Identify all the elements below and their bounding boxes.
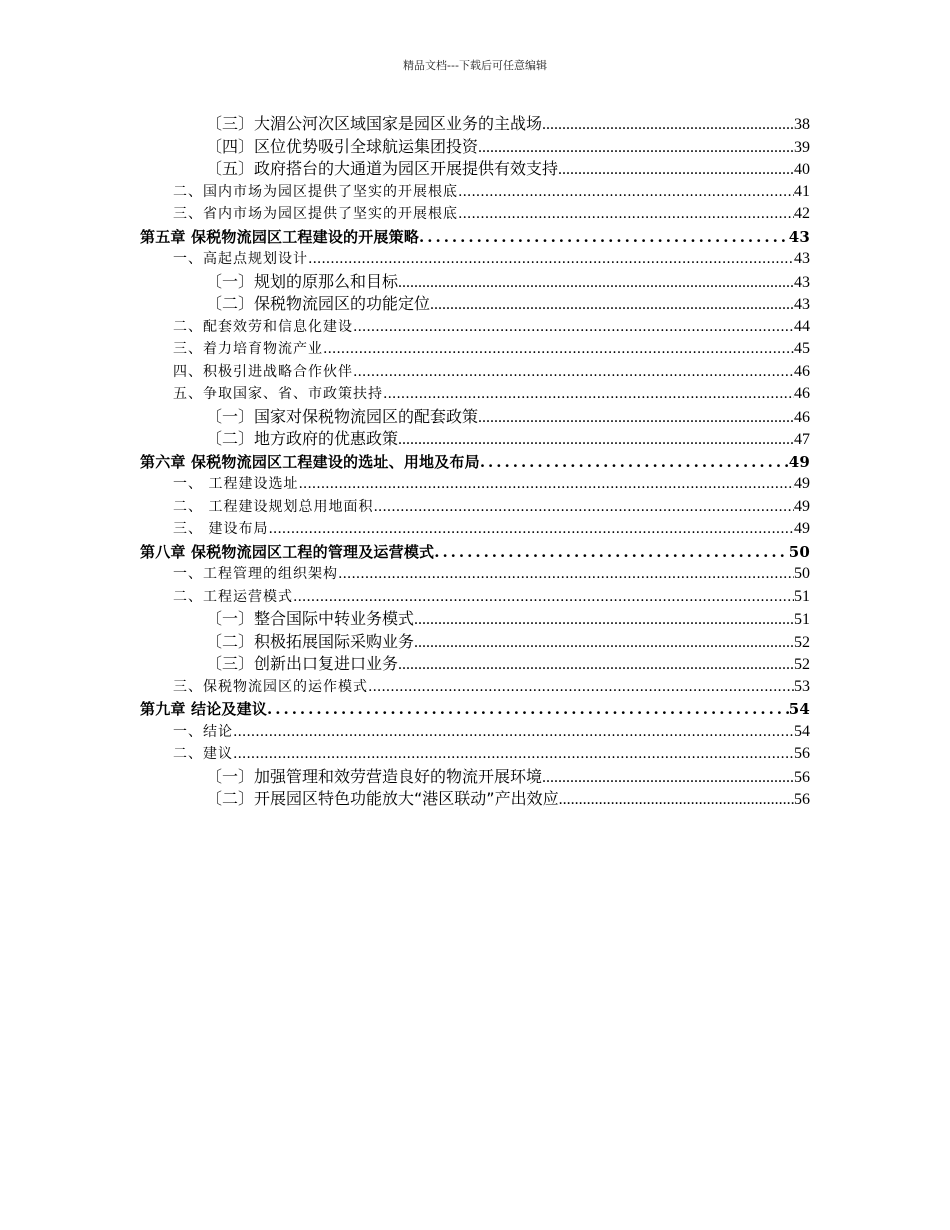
toc-section-entry[interactable] <box>140 473 810 496</box>
toc-entry-title: 一、 工程建设选址 <box>173 476 299 492</box>
toc-entry-title: 一、高起点规划设计 <box>173 251 308 267</box>
toc-entry-title: 〔五〕政府搭台的大通道为园区开展提供有效支持 <box>206 159 559 178</box>
toc-page-number: 52 <box>794 656 810 673</box>
toc-dot-leader <box>478 137 794 159</box>
toc-dot-leader <box>419 226 789 249</box>
toc-dot-leader <box>267 698 789 721</box>
toc-entry-title: 二、国内市场为园区提供了坚实的开展根底 <box>173 183 458 200</box>
toc-page-number: 38 <box>794 116 810 133</box>
toc-subsection-entry[interactable] <box>140 293 810 316</box>
toc-page-number: 49 <box>788 452 810 471</box>
toc-subsection-entry[interactable] <box>140 406 810 429</box>
toc-page-number: 45 <box>794 340 810 357</box>
toc-dot-leader <box>458 181 794 204</box>
toc-entry-title: 〔三〕大湄公河次区域国家是园区业务的主战场 <box>206 114 543 133</box>
toc-section-entry[interactable] <box>140 676 810 699</box>
toc-section-entry[interactable] <box>140 496 810 519</box>
toc-section-entry[interactable] <box>140 203 810 226</box>
toc-entry-title: 一、结论 <box>173 723 233 740</box>
toc-entry-title: 第九章 结论及建议 <box>140 700 268 718</box>
toc-dot-leader <box>542 114 794 136</box>
toc-section-entry[interactable] <box>140 181 810 204</box>
toc-page-number: 43 <box>794 296 810 313</box>
toc-entry-title: 〔二〕保税物流园区的功能定位 <box>206 294 431 313</box>
toc-page-number: 56 <box>794 791 810 808</box>
toc-section-entry[interactable] <box>140 361 810 384</box>
toc-dot-leader <box>398 429 794 451</box>
toc-entry-title: 〔一〕国家对保税物流园区的配套政策 <box>206 406 479 426</box>
toc-dot-leader <box>434 541 788 564</box>
toc-dot-leader <box>373 496 794 519</box>
toc-entry-title: 三、着力培育物流产业 <box>173 341 323 357</box>
toc-entry-title: 〔四〕区位优势吸引全球航运集团投资 <box>206 136 479 156</box>
toc-page-number: 43 <box>794 273 810 291</box>
toc-dot-leader <box>293 586 794 609</box>
toc-entry-title: 三、 建设布局 <box>173 521 269 537</box>
toc-dot-leader <box>414 632 794 654</box>
toc-chapter-entry[interactable] <box>140 226 810 249</box>
toc-entry-title: 〔二〕地方政府的优惠政策 <box>206 429 399 448</box>
toc-page-number: 56 <box>794 745 810 762</box>
toc-entry-title: 第六章 保税物流园区工程建设的选址、用地及布局 <box>140 452 480 471</box>
toc-dot-leader <box>458 203 794 226</box>
toc-entry-title: 〔三〕创新出口复进口业务 <box>206 654 399 673</box>
toc-page-number: 52 <box>794 633 810 651</box>
toc-page-number: 46 <box>794 385 810 402</box>
toc-page-number: 40 <box>794 161 810 178</box>
toc-section-entry[interactable] <box>140 338 810 361</box>
toc-section-entry[interactable] <box>140 586 810 609</box>
toc-page-number: 49 <box>794 475 810 492</box>
toc-entry-title: 一、工程管理的组织架构 <box>173 566 338 582</box>
toc-dot-leader <box>398 654 794 676</box>
toc-entry-title: 二、工程运营模式 <box>173 588 293 605</box>
toc-chapter-entry[interactable] <box>140 698 810 721</box>
toc-subsection-entry[interactable] <box>140 428 810 451</box>
toc-subsection-entry[interactable] <box>140 136 810 159</box>
toc-page-number: 41 <box>794 182 810 200</box>
toc-dot-leader <box>414 609 794 631</box>
toc-page-number: 49 <box>794 497 810 515</box>
table-of-contents <box>140 113 810 811</box>
toc-dot-leader <box>478 407 794 429</box>
toc-dot-leader <box>323 338 794 361</box>
toc-subsection-entry[interactable] <box>140 113 810 136</box>
toc-entry-title: 〔二〕开展园区特色功能放大“港区联动”产出效应 <box>206 789 559 808</box>
toc-page-number: 56 <box>794 768 810 786</box>
toc-dot-leader <box>559 789 794 811</box>
toc-entry-title: 三、保税物流园区的运作模式 <box>173 678 368 695</box>
toc-subsection-entry[interactable] <box>140 653 810 676</box>
toc-dot-leader <box>353 316 794 339</box>
toc-page-number: 51 <box>794 611 810 628</box>
toc-page-number: 54 <box>788 700 810 718</box>
toc-entry-title: 〔一〕整合国际中转业务模式 <box>206 609 415 628</box>
toc-page-number: 54 <box>794 722 810 740</box>
toc-dot-leader <box>308 248 794 271</box>
toc-section-entry[interactable] <box>140 316 810 339</box>
toc-entry-title: 〔一〕加强管理和效劳营造良好的物流开展环境 <box>206 766 543 786</box>
toc-section-entry[interactable] <box>140 743 810 766</box>
toc-subsection-entry[interactable] <box>140 158 810 181</box>
toc-entry-title: 三、省内市场为园区提供了坚实的开展根底 <box>173 206 458 222</box>
toc-dot-leader <box>338 563 794 586</box>
toc-dot-leader <box>542 767 794 789</box>
toc-page-number: 46 <box>794 362 810 380</box>
toc-page-number: 43 <box>788 227 810 246</box>
toc-entry-title: 二、配套效劳和信息化建设 <box>173 318 353 335</box>
toc-dot-leader <box>398 272 794 294</box>
toc-dot-leader <box>383 383 794 406</box>
toc-entry-title: 第五章 保税物流园区工程建设的开展策略 <box>140 227 420 246</box>
toc-dot-leader <box>558 159 794 181</box>
toc-entry-title: 四、积极引进战略合作伙伴 <box>173 363 353 380</box>
toc-chapter-entry[interactable] <box>140 541 810 564</box>
toc-dot-leader <box>430 294 794 316</box>
toc-subsection-entry[interactable] <box>140 608 810 631</box>
toc-entry-title: 第八章 保税物流园区工程的管理及运营模式 <box>140 542 435 561</box>
toc-subsection-entry[interactable] <box>140 271 810 294</box>
toc-subsection-entry[interactable] <box>140 766 810 789</box>
toc-chapter-entry[interactable] <box>140 451 810 474</box>
toc-page-number: 46 <box>794 408 810 426</box>
toc-dot-leader <box>233 721 794 744</box>
toc-dot-leader <box>353 361 794 384</box>
toc-page-number: 42 <box>794 205 810 222</box>
toc-page-number: 44 <box>794 317 810 335</box>
toc-entry-title: 二、 工程建设规划总用地面积 <box>173 498 374 515</box>
toc-dot-leader <box>298 473 794 496</box>
toc-section-entry[interactable] <box>140 721 810 744</box>
page-header: 精品文档---下载后可任意编辑 <box>403 59 547 72</box>
toc-dot-leader <box>368 676 794 699</box>
toc-entry-title: 五、争取国家、省、市政策扶持 <box>173 386 383 402</box>
toc-page-number: 51 <box>794 587 810 605</box>
toc-page-number: 50 <box>788 542 810 561</box>
toc-page-number: 49 <box>794 520 810 537</box>
toc-entry-title: 二、建议 <box>173 746 233 762</box>
toc-subsection-entry[interactable] <box>140 631 810 654</box>
toc-dot-leader <box>268 518 794 541</box>
toc-section-entry[interactable] <box>140 563 810 586</box>
toc-section-entry[interactable] <box>140 248 810 271</box>
toc-page-number: 43 <box>794 250 810 267</box>
toc-page-number: 50 <box>794 565 810 582</box>
toc-section-entry[interactable] <box>140 518 810 541</box>
toc-entry-title: 〔一〕规划的原那么和目标 <box>206 271 399 291</box>
toc-page-number: 39 <box>794 138 810 156</box>
toc-section-entry[interactable] <box>140 383 810 406</box>
toc-dot-leader <box>233 743 794 766</box>
toc-dot-leader <box>480 451 789 474</box>
toc-page-number: 47 <box>794 431 810 448</box>
toc-entry-title: 〔二〕积极拓展国际采购业务 <box>206 631 415 651</box>
toc-page-number: 53 <box>794 677 810 695</box>
toc-subsection-entry[interactable] <box>140 788 810 811</box>
